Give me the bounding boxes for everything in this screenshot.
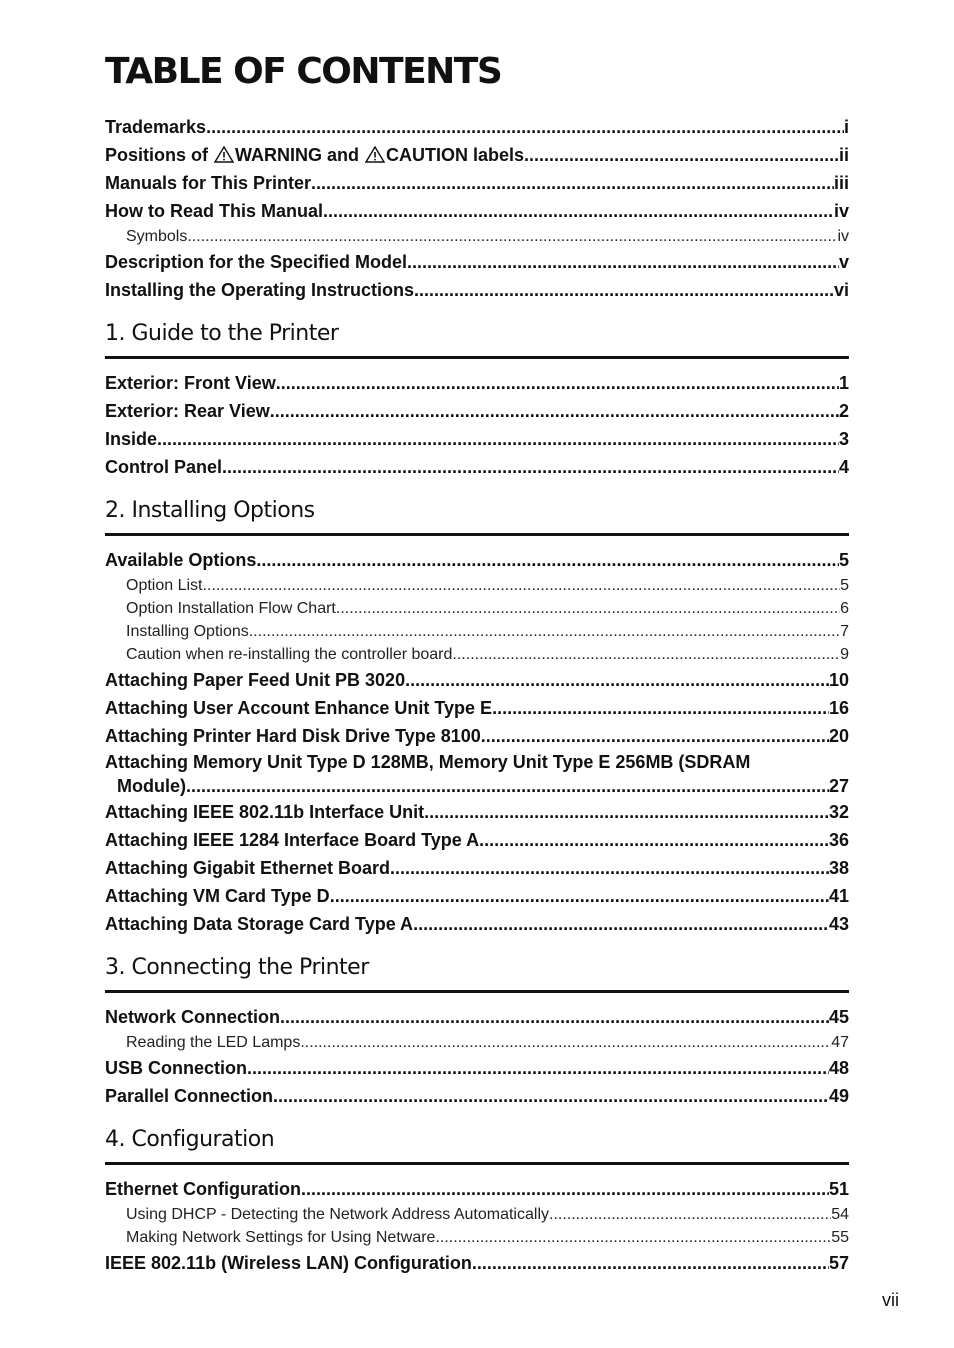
toc-entry-label: USB Connection xyxy=(105,1058,247,1078)
toc-entry[interactable] xyxy=(105,1003,849,1031)
toc-entry-page: 32 xyxy=(828,802,849,822)
toc-entry-trademarks[interactable] xyxy=(105,113,849,141)
toc-entry[interactable] xyxy=(105,425,849,453)
leader-dots xyxy=(186,774,829,798)
toc-entry[interactable] xyxy=(105,369,849,397)
toc-entry[interactable] xyxy=(105,694,849,722)
toc-entry-label: Attaching IEEE 802.11b Interface Unit xyxy=(105,802,425,822)
toc-entry-page: iv xyxy=(833,201,849,221)
toc-entry-page: 45 xyxy=(828,1007,849,1027)
toc-entry-page: 38 xyxy=(828,858,849,878)
toc-entry-label: Network Connection xyxy=(105,1007,281,1027)
toc-entry[interactable] xyxy=(105,1082,849,1110)
toc-entry-label: Positions of WARNING and CAUTION labels xyxy=(105,145,525,165)
toc-entry-label: Exterior: Front View xyxy=(105,373,276,393)
toc-entry-page: 27 xyxy=(828,776,849,796)
toc-subentry[interactable] xyxy=(105,574,849,597)
leader-dots xyxy=(407,248,839,276)
leader-dots xyxy=(270,397,839,425)
toc-entry-label: Installing Options xyxy=(126,623,249,640)
toc-entry-page: 20 xyxy=(828,726,849,746)
leader-dots xyxy=(424,798,829,826)
toc-entry-label: Attaching User Account Enhance Unit Type E xyxy=(105,698,493,718)
toc-entry-manuals[interactable] xyxy=(105,169,849,197)
toc-entry-page: 36 xyxy=(828,830,849,850)
toc-entry[interactable] xyxy=(105,910,849,938)
chapter-heading xyxy=(105,320,849,359)
toc-entry-specified-model[interactable] xyxy=(105,248,849,276)
toc-entry-label: Installing the Operating Instructions xyxy=(105,280,415,300)
leader-dots xyxy=(301,1175,829,1203)
toc-entry-continuation xyxy=(105,774,849,798)
caution-triangle-icon xyxy=(365,146,385,163)
toc-entry[interactable] xyxy=(105,854,849,882)
toc-entry-label: IEEE 802.11b (Wireless LAN) Configuration xyxy=(105,1253,472,1273)
toc-entry[interactable] xyxy=(105,397,849,425)
toc-entry[interactable] xyxy=(105,826,849,854)
toc-entry-page: 16 xyxy=(828,698,849,718)
leader-dots xyxy=(222,453,839,481)
toc-entry-page: 5 xyxy=(838,550,849,570)
toc-entry-page: 9 xyxy=(840,646,849,663)
toc-entry-page: vi xyxy=(833,280,849,300)
toc-entry-label: Exterior: Rear View xyxy=(105,401,270,421)
toc-entry-page: 1 xyxy=(838,373,849,393)
toc-entry-label: Parallel Connection xyxy=(105,1086,274,1106)
toc-entry-label: Ethernet Configuration xyxy=(105,1179,301,1199)
leader-dots xyxy=(276,369,839,397)
chapter-heading xyxy=(105,497,849,536)
leader-dots xyxy=(187,225,837,248)
toc-entry-page: 51 xyxy=(828,1179,849,1199)
warning-triangle-icon xyxy=(214,146,234,163)
leader-dots xyxy=(157,425,839,453)
toc-subentry[interactable] xyxy=(105,620,849,643)
toc-subentry[interactable] xyxy=(105,597,849,620)
leader-dots xyxy=(206,113,844,141)
toc-entry-label: How to Read This Manual xyxy=(105,201,324,221)
toc-entry-label: Attaching Printer Hard Disk Drive Type 8100 xyxy=(105,726,481,746)
leader-dots xyxy=(249,620,840,643)
toc-entry-label: Making Network Settings for Using Netware xyxy=(126,1229,436,1246)
toc-entry-label: Option List xyxy=(126,577,203,594)
leader-dots xyxy=(323,197,834,225)
chapter-heading xyxy=(105,1126,849,1165)
toc-entry-label: Attaching Gigabit Ethernet Board xyxy=(105,858,391,878)
toc-entry-label: Inside xyxy=(105,429,158,449)
toc-entry-page: 49 xyxy=(828,1086,849,1106)
toc-entry-label: Using DHCP - Detecting the Network Address Automatically xyxy=(126,1206,549,1223)
toc-entry-label: Symbols xyxy=(126,228,188,245)
leader-dots xyxy=(479,826,829,854)
toc-entry-label: Attaching Paper Feed Unit PB 3020 xyxy=(105,670,406,690)
toc-entry[interactable] xyxy=(105,882,849,910)
leader-dots xyxy=(247,1054,829,1082)
toc-entry-memory-unit[interactable] xyxy=(105,750,849,798)
toc-entry-page: 7 xyxy=(840,623,849,640)
leader-dots xyxy=(405,666,829,694)
toc-entry-page: 41 xyxy=(828,886,849,906)
toc-entry[interactable] xyxy=(105,1249,849,1277)
toc-entry-label: Attaching Data Storage Card Type A xyxy=(105,914,414,934)
toc-entry-label: Attaching Memory Unit Type D 128MB, Memory Unit Type E 256MB (SDRAM xyxy=(105,752,751,772)
toc-entry-page: ii xyxy=(838,145,849,165)
toc-subentry-symbols[interactable] xyxy=(105,225,849,248)
toc-subentry[interactable] xyxy=(105,643,849,666)
toc-entry-label: Reading the LED Lamps xyxy=(126,1034,301,1051)
toc-entry-label-continued: Module) xyxy=(117,776,186,796)
toc-entry-page: 47 xyxy=(831,1034,849,1051)
toc-entry-page: 55 xyxy=(831,1229,849,1246)
toc-entry-page: iii xyxy=(833,173,849,193)
toc-entry-page: 6 xyxy=(840,600,849,617)
toc-entry-label: Available Options xyxy=(105,550,257,570)
toc-entry-label: Caution when re-installing the controller board xyxy=(126,646,453,663)
toc-entry[interactable] xyxy=(105,1175,849,1203)
chapter-heading xyxy=(105,954,849,993)
toc-entry[interactable] xyxy=(105,546,849,574)
toc-entry-installing-instructions[interactable] xyxy=(105,276,849,304)
toc-entry-label: Attaching VM Card Type D xyxy=(105,886,330,906)
toc-subentry[interactable] xyxy=(105,1031,849,1054)
leader-dots xyxy=(300,1031,831,1054)
toc-entry-label: Trademarks xyxy=(105,117,207,137)
toc-entry-page: i xyxy=(843,117,849,137)
toc-entry-page: 43 xyxy=(828,914,849,934)
toc-entry-page: 48 xyxy=(828,1058,849,1078)
toc-subentry[interactable] xyxy=(105,1203,849,1226)
toc-entry-page: 10 xyxy=(828,670,849,690)
leader-dots xyxy=(256,546,839,574)
leader-dots xyxy=(524,141,839,169)
page-number: vii xyxy=(882,1290,899,1310)
leader-dots xyxy=(330,882,829,910)
leader-dots xyxy=(280,1003,829,1031)
toc-entry-warning-caution-labels[interactable] xyxy=(105,141,849,169)
toc-entry-page: 3 xyxy=(838,429,849,449)
leader-dots xyxy=(273,1082,829,1110)
leader-dots xyxy=(435,1226,831,1249)
toc-entry-page: 4 xyxy=(838,457,849,477)
chapter-title[interactable]: 3. Connecting the Printer xyxy=(105,954,849,993)
toc-entry[interactable] xyxy=(105,722,849,750)
leader-dots xyxy=(390,854,829,882)
chapter-title[interactable]: 1. Guide to the Printer xyxy=(105,320,849,359)
leader-dots xyxy=(336,597,840,620)
toc-entry[interactable] xyxy=(105,1054,849,1082)
toc-entry-page: iv xyxy=(837,228,849,245)
leader-dots xyxy=(452,643,840,666)
leader-dots xyxy=(413,910,829,938)
toc-entry-page: 54 xyxy=(831,1206,849,1223)
toc-entry-how-to-read[interactable] xyxy=(105,197,849,225)
chapter-title[interactable]: 2. Installing Options xyxy=(105,497,849,536)
toc-entry[interactable] xyxy=(105,453,849,481)
toc-entry-label: Attaching IEEE 1284 Interface Board Type A xyxy=(105,830,480,850)
toc-entry-label: Option Installation Flow Chart xyxy=(126,600,336,617)
toc-entry-label: Control Panel xyxy=(105,457,223,477)
toc-entry-label: Description for the Specified Model xyxy=(105,252,408,272)
toc-entry-page: 5 xyxy=(840,577,849,594)
toc-entry[interactable] xyxy=(105,798,849,826)
toc-entry-page: v xyxy=(838,252,849,272)
leader-dots xyxy=(481,722,829,750)
toc-entry-label: Manuals for This Printer xyxy=(105,173,312,193)
leader-dots xyxy=(492,694,829,722)
leader-dots xyxy=(311,169,834,197)
toc-entry-page: 57 xyxy=(828,1253,849,1273)
chapter-title[interactable]: 4. Configuration xyxy=(105,1126,849,1165)
toc-entry-page: 2 xyxy=(838,401,849,421)
leader-dots xyxy=(414,276,834,304)
leader-dots xyxy=(549,1203,831,1226)
leader-dots xyxy=(202,574,840,597)
page-title: TABLE OF CONTENTS xyxy=(105,51,502,92)
leader-dots xyxy=(472,1249,829,1277)
toc-entry[interactable] xyxy=(105,666,849,694)
toc-subentry[interactable] xyxy=(105,1226,849,1249)
table-of-contents xyxy=(105,113,849,1277)
